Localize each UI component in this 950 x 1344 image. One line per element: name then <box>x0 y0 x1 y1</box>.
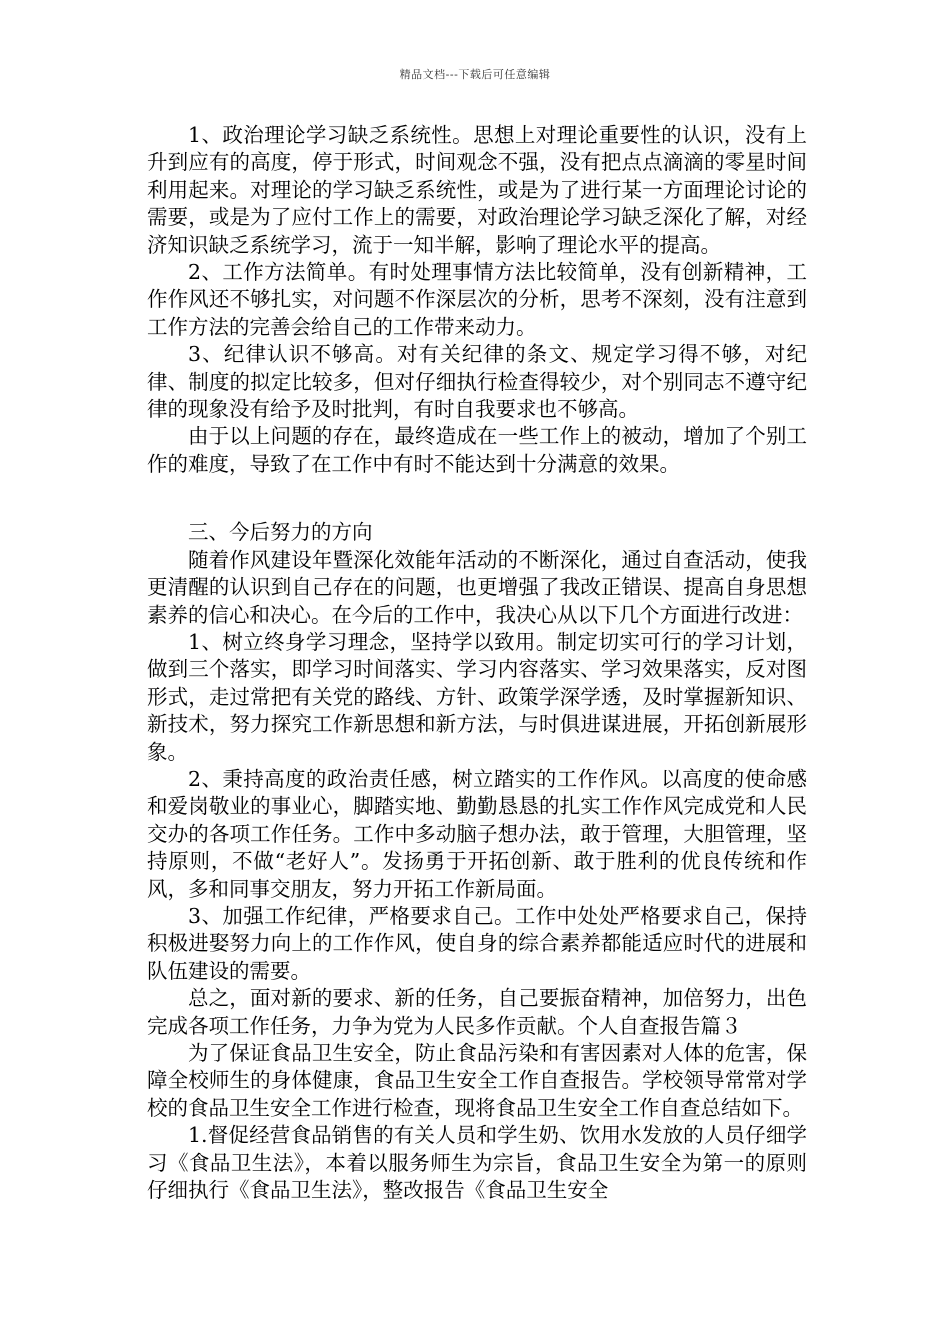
paragraph-conclusion: 总之，面对新的要求、新的任务，自己要振奋精神，加倍努力，出色完成各项工作任务，力争为党为人民多作贡献。个人自查报告篇３ <box>147 986 807 1038</box>
paragraph-food-safety-1: 1.督促经营食品销售的有关人员和学生奶、饮用水发放的人员仔细学习《食品卫生法》，本着以服务师生为宗旨，食品卫生安全为第一的原则仔细执行《食品卫生法》，整改报告《食品卫生安全 <box>147 1123 807 1203</box>
paragraph-problem-2: 2、工作方法简单。有时处理事情方法比较简单，没有创新精神，工作作风还不够扎实，对问题不作深层次的分析，思考不深刻，没有注意到工作方法的完善会给自己的工作带来动力。 <box>147 260 807 339</box>
paragraph-problem-1: 1、政治理论学习缺乏系统性。思想上对理论重要性的认识，没有上升到应有的高度，停于形式，时间观念不强，没有把点点滴滴的零星时间利用起来。对理论的学习缺乏系统性，或是为了进行某一方面理论讨论的需要，或是为了应付工作上的需要，对政治理论学习缺乏深化了解，对经济知识缺乏系统学习，流于一知半解，影响了理论水平的提高。 <box>147 123 807 257</box>
paragraph-improve-2: 2、秉持高度的政治责任感，树立踏实的工作作风。以高度的使命感和爱岗敬业的事业心，脚踏实地、勤勤恳恳的扎实工作作风完成党和人民交办的各项工作任务。工作中多动脑子想办法，敢于管理，大胆管理，坚持原则，不做“老好人”。发扬勇于开拓创新、敢于胜利的优良传统和作风，多和同事交朋友，努力开拓工作新局面。 <box>147 766 807 901</box>
paragraph-intro: 随着作风建设年暨深化效能年活动的不断深化，通过自查活动，使我更清醒的认识到自己存在的问题，也更增强了我改正错误、提高自身思想素养的信心和决心。在今后的工作中，我决心从以下几个方面进行改进： <box>147 547 807 627</box>
paragraph-improve-3: 3、加强工作纪律，严格要求自己。工作中处处严格要求自己，保持积极进娶努力向上的工作作风，使自身的综合素养都能适应时代的进展和队伍建设的需要。 <box>147 903 807 983</box>
paragraph-problem-3: 3、纪律认识不够高。对有关纪律的条文、规定学习得不够，对纪律、制度的拟定比较多，但对仔细执行检查得较少，对个别同志不遵守纪律的现象没有给予及时批判，有时自我要求也不够高。 <box>147 342 807 422</box>
paragraph-summary: 由于以上问题的存在，最终造成在一些工作上的被动，增加了个别工作的难度，导致了在工作中有时不能达到十分满意的效果。 <box>147 424 807 476</box>
paragraph-improve-1: 1、树立终身学习理念，坚持学以致用。制定切实可行的学习计划，做到三个落实，即学习时间落实、学习内容落实、学习效果落实，反对图形式，走过常把有关党的路线、方针、政策学深学透，及时掌握新知识、新技术，努力探究工作新思想和新方法，与时俱进谋进展，开拓创新展形象。 <box>147 629 807 764</box>
paragraph-food-safety-intro: 为了保证食品卫生安全，防止食品污染和有害因素对人体的危害，保障全校师生的身体健康，食品卫生安全工作自查报告。学校领导常常对学校的食品卫生安全工作进行检查，现将食品卫生安全工作自查总结如下。 <box>147 1041 807 1120</box>
section-heading: 三、今后努力的方向 <box>188 520 373 545</box>
document-body <box>147 122 807 1204</box>
blank-line <box>147 478 807 519</box>
page-header: 精品文档---下载后可任意编辑 <box>399 68 551 81</box>
